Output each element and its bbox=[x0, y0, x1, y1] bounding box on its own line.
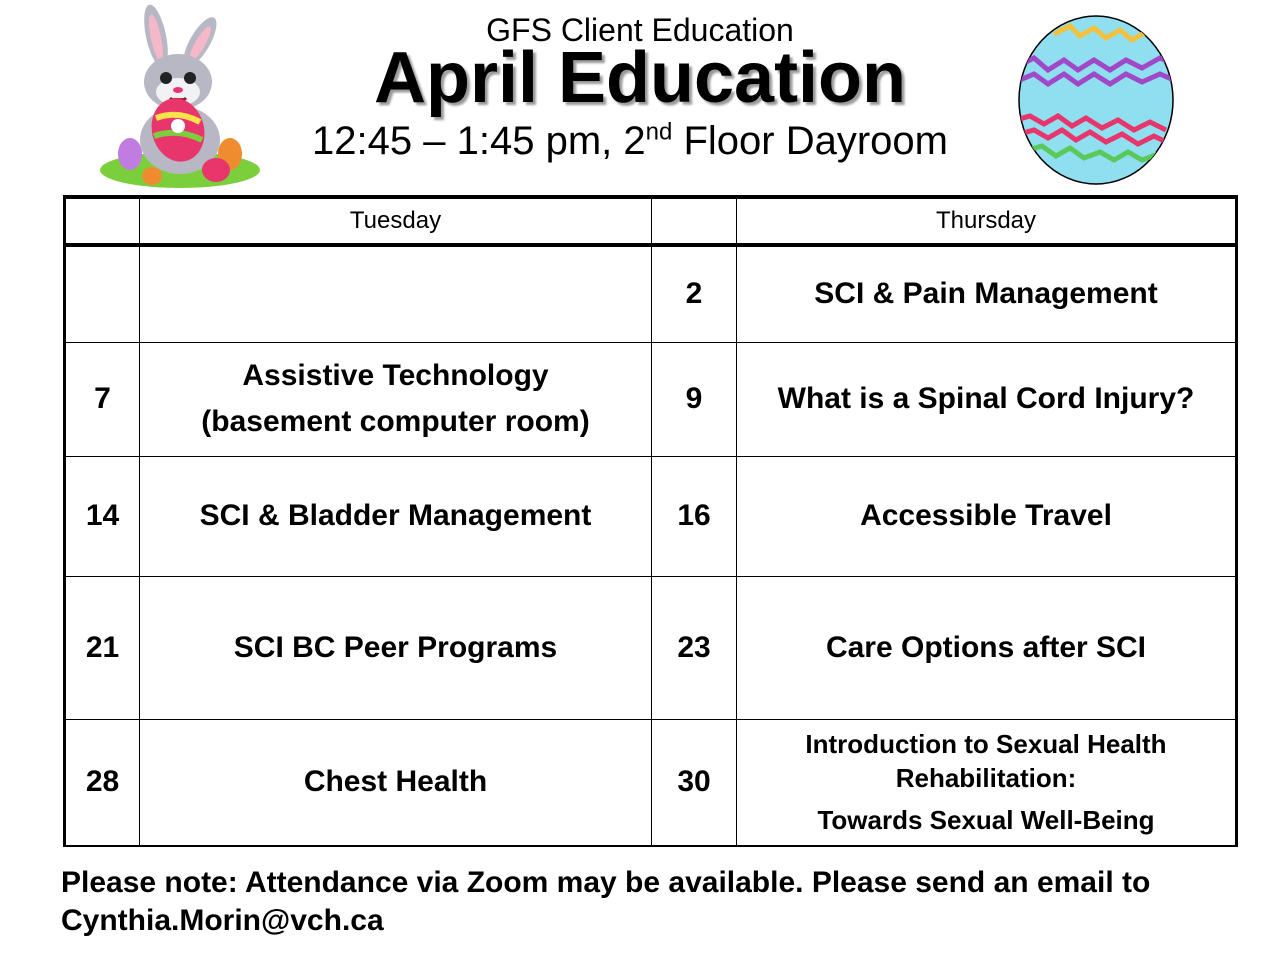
tue-date bbox=[65, 245, 140, 342]
ordinal-suffix: nd bbox=[645, 118, 673, 146]
time-location-text: 12:45 – 1:45 pm, 2 bbox=[312, 119, 646, 163]
table-row bbox=[65, 719, 1237, 846]
tue-date: 14 bbox=[65, 456, 140, 576]
header-tue-date bbox=[65, 197, 140, 245]
tue-date: 21 bbox=[65, 576, 140, 719]
tue-topic: SCI & Bladder Management bbox=[140, 456, 652, 576]
thu-topic bbox=[737, 719, 1237, 846]
time-location-text-end: Floor Dayroom bbox=[672, 119, 948, 163]
thu-date: 2 bbox=[652, 245, 737, 342]
time-location bbox=[0, 116, 1260, 166]
thu-date: 30 bbox=[652, 719, 737, 846]
tue-topic bbox=[140, 342, 652, 456]
thu-topic-line3: Towards Sexual Well-Being bbox=[817, 805, 1155, 836]
thu-date: 23 bbox=[652, 576, 737, 719]
table-header-row bbox=[65, 197, 1237, 245]
tue-topic bbox=[140, 245, 652, 342]
table-row bbox=[65, 342, 1237, 456]
table-row bbox=[65, 576, 1237, 719]
tue-date: 28 bbox=[65, 719, 140, 846]
tue-topic-line1: Assistive Technology bbox=[242, 359, 549, 392]
schedule-table bbox=[63, 195, 1238, 847]
header-thu-date bbox=[652, 197, 737, 245]
thu-topic: Accessible Travel bbox=[737, 456, 1237, 576]
thu-date: 9 bbox=[652, 342, 737, 456]
thu-topic-line1: Introduction to Sexual Health bbox=[805, 729, 1167, 760]
table-row bbox=[65, 456, 1237, 576]
tue-topic-line2: (basement computer room) bbox=[201, 405, 590, 438]
zoom-note-line1: Please note: Attendance via Zoom may be available. Please send an email to bbox=[61, 866, 1151, 899]
header-thursday: Thursday bbox=[737, 197, 1237, 245]
tue-topic: Chest Health bbox=[140, 719, 652, 846]
tue-date: 7 bbox=[65, 342, 140, 456]
zoom-note bbox=[61, 864, 1261, 940]
thu-topic: What is a Spinal Cord Injury? bbox=[737, 342, 1237, 456]
thu-date: 16 bbox=[652, 456, 737, 576]
thu-topic: SCI & Pain Management bbox=[737, 245, 1237, 342]
subtitle: GFS Client Education bbox=[486, 12, 794, 48]
page-title: April Education bbox=[373, 38, 907, 118]
contact-email[interactable]: Cynthia.Morin@vch.ca bbox=[61, 904, 384, 937]
header-tuesday: Tuesday bbox=[140, 197, 652, 245]
thu-topic: Care Options after SCI bbox=[737, 576, 1237, 719]
tue-topic: SCI BC Peer Programs bbox=[140, 576, 652, 719]
thu-topic-line2: Rehabilitation: bbox=[895, 763, 1077, 794]
table-row bbox=[65, 245, 1237, 342]
